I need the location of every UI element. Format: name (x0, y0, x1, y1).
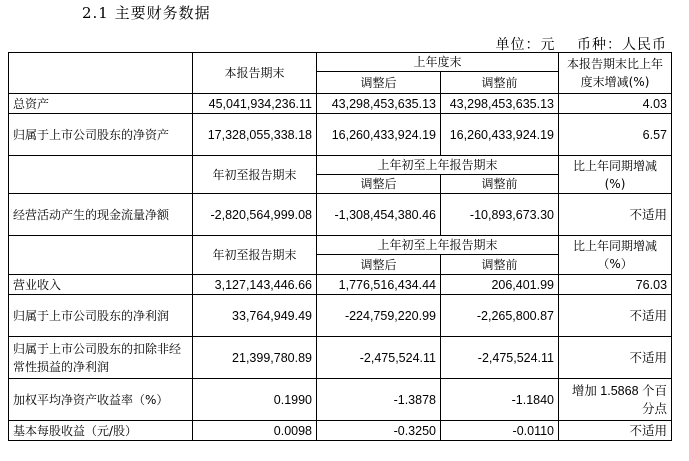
table-row (9, 94, 672, 114)
table-row (9, 275, 672, 295)
table-row (9, 379, 672, 421)
cell-before: 16,260,433,924.19 (441, 114, 559, 156)
table-row (9, 295, 672, 337)
cell-current: 21,399,780.89 (193, 337, 317, 379)
row-label: 总资产 (9, 94, 193, 114)
cell-change: 76.03 (559, 275, 672, 295)
header-adjusted: 调整后 (317, 175, 441, 194)
cell-change: 不适用 (559, 194, 672, 236)
cell-current: 0.0098 (193, 421, 317, 441)
table-row (9, 114, 672, 156)
cell-adjusted: 43,298,453,635.13 (317, 94, 441, 114)
header-adjusted: 调整后 (317, 255, 441, 275)
header-blank (9, 156, 193, 194)
header-prev-year-end: 上年度末 (317, 53, 559, 72)
cell-adjusted: -224,759,220.99 (317, 295, 441, 337)
header-adjusted: 调整后 (317, 72, 441, 94)
cell-change: 增加 1.5868 个百分点 (559, 379, 672, 421)
header-before: 调整前 (441, 175, 559, 194)
cell-current: 0.1990 (193, 379, 317, 421)
cell-current: 17,328,055,338.18 (193, 114, 317, 156)
row-label: 基本每股收益（元/股） (9, 421, 193, 441)
cell-before: -2,265,800.87 (441, 295, 559, 337)
header-before: 调整前 (441, 72, 559, 94)
row-label: 归属于上市公司股东的净利润 (9, 295, 193, 337)
cell-change: 6.57 (559, 114, 672, 156)
cell-change: 不适用 (559, 295, 672, 337)
header-row (9, 53, 672, 72)
section-title: 2.1 主要财务数据 (82, 4, 211, 22)
cell-current: 33,764,949.49 (193, 295, 317, 337)
cell-before: -1.1840 (441, 379, 559, 421)
cell-adjusted: 1,776,516,434.44 (317, 275, 441, 295)
header-ytd: 年初至报告期末 (193, 236, 317, 275)
header-prev-ytd: 上年初至上年报告期末 (317, 236, 559, 255)
header-current: 本报告期末 (193, 53, 317, 94)
table-row (9, 194, 672, 236)
cell-adjusted: -1,308,454,380.46 (317, 194, 441, 236)
unit-line (496, 34, 667, 54)
cell-current: 3,127,143,446.66 (193, 275, 317, 295)
cell-adjusted: -0.3250 (317, 421, 441, 441)
cell-adjusted: -1.3878 (317, 379, 441, 421)
financial-data-table (8, 52, 672, 441)
unit-label: 单位：元 (495, 37, 556, 53)
cell-current: -2,820,564,999.08 (193, 194, 317, 236)
cell-current: 45,041,934,236.11 (193, 94, 317, 114)
cell-change: 不适用 (559, 337, 672, 379)
row-label: 经营活动产生的现金流量净额 (9, 194, 193, 236)
cell-before: 43,298,453,635.13 (441, 94, 559, 114)
header-change: 比上年同期增减（%） (559, 236, 672, 275)
header-blank (9, 53, 193, 94)
header-prev-ytd: 上年初至上年报告期末 (317, 156, 559, 175)
table-row (9, 337, 672, 379)
row-label: 营业收入 (9, 275, 193, 295)
header-ytd: 年初至报告期末 (193, 156, 317, 194)
cell-change: 4.03 (559, 94, 672, 114)
row-label: 归属于上市公司股东的扣除非经常性损益的净利润 (9, 337, 193, 379)
header-row (9, 156, 672, 175)
cell-before: -2,475,524.11 (441, 337, 559, 379)
header-before: 调整前 (441, 255, 559, 275)
row-label: 归属于上市公司股东的净资产 (9, 114, 193, 156)
row-label: 加权平均净资产收益率（%） (9, 379, 193, 421)
cell-adjusted: 16,260,433,924.19 (317, 114, 441, 156)
cell-before: -10,893,673.30 (441, 194, 559, 236)
header-row (9, 236, 672, 255)
header-change: 比上年同期增减(%) (559, 156, 672, 194)
header-blank (9, 236, 193, 275)
cell-adjusted: -2,475,524.11 (317, 337, 441, 379)
table-row (9, 421, 672, 441)
cell-before: -0.0110 (441, 421, 559, 441)
currency-label: 币种：人民币 (577, 37, 667, 53)
header-change: 本报告期末比上年度末增减(%) (559, 53, 672, 94)
cell-before: 206,401.99 (441, 275, 559, 295)
cell-change: 不适用 (559, 421, 672, 441)
